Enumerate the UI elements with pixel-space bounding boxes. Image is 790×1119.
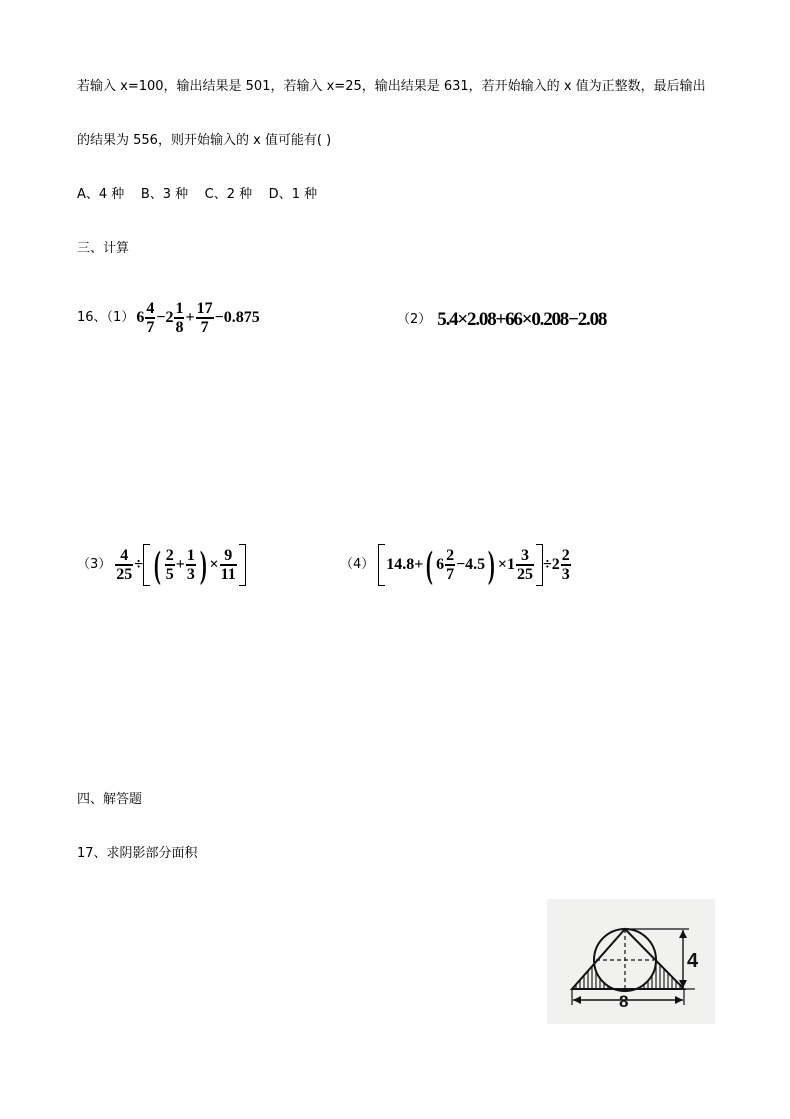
fraction: $\frac{17}{7}$ <box>196 300 213 336</box>
fraction: $\frac{2}{7}$ <box>446 547 455 583</box>
operator: ÷ <box>134 556 144 573</box>
fraction: $\frac{3}{25}$ <box>516 547 533 583</box>
q16-part2 <box>397 309 606 331</box>
part3-label: （3） <box>77 557 112 572</box>
fraction: $\frac{4}{25}$ <box>116 547 133 583</box>
operator: × <box>209 556 219 573</box>
operator-term: ÷2 <box>542 556 560 573</box>
part2-expression: 5.4×2.08+66×0.208−2.08 <box>437 309 607 330</box>
right-bracket <box>239 544 246 586</box>
height-label: 4 <box>687 950 699 972</box>
fraction: $\frac{1}{3}$ <box>186 547 195 583</box>
left-paren: ( <box>426 544 434 586</box>
q16-part4 <box>340 544 572 586</box>
fraction: $\frac{9}{11}$ <box>220 547 236 583</box>
q17-title: 17、求阴影部分面积 <box>77 846 198 861</box>
arrow-up-icon <box>679 930 687 938</box>
part4-label: （4） <box>340 557 375 572</box>
section-title-solve: 四、解答题 <box>77 792 143 807</box>
section-title-calc: 三、计算 <box>77 241 130 256</box>
fraction: $\frac{4}{7}$ <box>146 300 155 336</box>
left-bracket <box>378 544 385 586</box>
part2-label: （2） <box>397 312 432 327</box>
right-paren: ) <box>199 544 207 586</box>
arrow-right-icon <box>675 996 683 1004</box>
operator-term: −0.875 <box>214 308 260 326</box>
left-bracket <box>143 544 150 586</box>
right-paren: ) <box>488 544 495 586</box>
fraction: $\frac{2}{5}$ <box>165 547 174 583</box>
problem-line-2: 的结果为 556，则开始输入的 x 值可能有( ) <box>77 133 332 148</box>
problem-line-1: 若输入 x=100，输出结果是 501，若输入 x=25，输出结果是 631，若开始输入的 x 值为正整数，最后输出 <box>77 79 706 94</box>
left-paren: ( <box>153 544 161 586</box>
fraction: $\frac{2}{3}$ <box>561 547 570 583</box>
operator-term: −4.5 <box>456 556 486 573</box>
arrow-left-icon <box>573 996 581 1004</box>
operator: −2 <box>156 308 174 326</box>
operator: + <box>185 308 195 326</box>
operator-term: 14.8+ <box>386 556 424 573</box>
whole-number: 6 <box>136 308 145 326</box>
q16-label: 16、（1） <box>77 309 135 325</box>
figure-diagram <box>547 899 715 1024</box>
operator: + <box>175 556 185 573</box>
right-bracket <box>536 544 543 586</box>
whole-number: 6 <box>436 556 445 573</box>
q16-part3 <box>77 544 246 586</box>
operator-term: ×1 <box>497 556 515 573</box>
shaded-area-figure <box>547 899 715 1024</box>
fraction: $\frac{1}{8}$ <box>175 300 184 336</box>
q16-part1 <box>77 300 260 336</box>
width-label: 8 <box>619 992 629 1011</box>
answer-choices: A、4 种 B、3 种 C、2 种 D、1 种 <box>77 187 318 202</box>
